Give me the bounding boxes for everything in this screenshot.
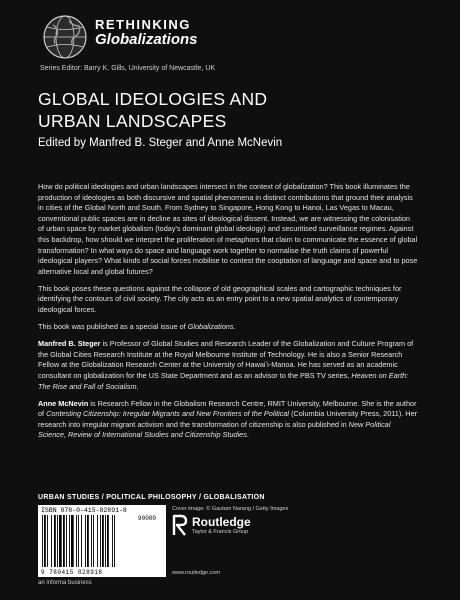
- cover-image-credit: Cover image: © Gautam Narang / Getty Images: [172, 506, 289, 512]
- bio-mcnevin-name: Anne McNevin: [38, 398, 89, 408]
- bio-steger-text: is Professor of Global Studies and Research Leader of the Globalization and Culture Program of the Global Cities Research Institute at the Royal Melbourne Institute of Technology. He is also a Senior Research Fellow at the Globalization Research Center at the University of Hawaiʻi-Manoa. He has served as an academic consultant on globalization for the US State Department and as an advisor to the PBS TV series,: [38, 339, 414, 380]
- book-editors: Edited by Manfred B. Steger and Anne McNevin: [38, 137, 283, 149]
- series-title-line1: RETHINKING: [95, 17, 191, 32]
- barcode-icon: [42, 515, 136, 567]
- publisher-name: Routledge: [192, 515, 251, 529]
- blurb-paragraph-1: How do political ideologies and urban landscapes intersect in the context of globalization? This book illuminates the production of ideologies as both discursive and spatial phenomena in distinct contributions that ground their analysis in cities of the Global North and South. From Sydney to Singapore, Hong Kong to Hanoi, Las Vegas to Macau, conventional public spaces are in decline as sites of ideological dissent. Instead, we are witnessing the colonisation of urban space by market globalism (today's dominant global ideology) and securitised surveillance regimes. Against this backdrop, how should we interpret the proliferation of metaphors that claim to communicate the essence of global transformation? In what ways do space and language work together to normalise the truth claims of powerful ideological players? What kinds of social forces mobilise to contest the cooptation of language and space and to pose alternative local and global futures?: [38, 182, 418, 276]
- publisher-website: www.routledge.com: [172, 570, 220, 576]
- barcode-box: [38, 505, 166, 577]
- book-title-line1: GLOBAL IDEOLOGIES AND: [38, 89, 268, 109]
- series-title: [95, 18, 198, 49]
- bio-steger-end: .: [136, 381, 139, 391]
- globe-icon: [40, 12, 90, 62]
- blurb-paragraph-2: This book poses these questions against the collapse of old geographical scales and cartographic techniques for identifying the contours of civil society. The city acts as an entry point to a new spatial analytics of contemporary ideological forces.: [38, 283, 402, 315]
- series-title-line2: Globalizations: [95, 31, 198, 49]
- isbn-text: ISBN 978-0-415-82891-8: [41, 507, 127, 514]
- bio-mcnevin-text1: is Research Fellow in the Globalism Research Centre, RMIT University, Melbourne. She is the author of: [38, 398, 417, 419]
- series-logo: [40, 12, 250, 64]
- price-code: 90000: [138, 515, 157, 522]
- bio-steger: [38, 339, 418, 392]
- ean-number: 9 780415 828918: [41, 569, 103, 576]
- bio-mcnevin-text2: (Columbia University Press, 2011). Her research into irregular migrant activism and the transformation of citizenship is also published in: [38, 409, 418, 429]
- special-issue-end: .: [233, 322, 236, 332]
- special-issue-text: This book was published as a special issue of: [38, 322, 188, 332]
- bio-mcnevin-journals: New Political Science, Review of International Studies and Citizenship Studies: [38, 419, 391, 440]
- journal-name: Globalizations: [187, 322, 234, 332]
- blurb-paragraph-3: [38, 322, 418, 333]
- blurb: [38, 182, 418, 448]
- bio-steger-name: Manfred B. Steger: [38, 339, 101, 349]
- publisher-logo: [172, 514, 292, 544]
- bio-steger-series: Heaven on Earth: The Rise and Fall of Socialism: [38, 371, 409, 391]
- informa-tagline: an informa business: [38, 580, 92, 586]
- book-title: [38, 88, 418, 132]
- bio-mcnevin-book: Contesting Citizenship: Irregular Migrants and New Frontiers of the Political: [46, 409, 290, 419]
- routledge-r-icon: [172, 514, 188, 536]
- bio-mcnevin: [38, 399, 418, 441]
- series-editor: Series Editor: Barry K. Gills, University of Newcastle, UK: [40, 65, 216, 72]
- bio-mcnevin-end: .: [246, 430, 249, 440]
- book-title-line2: URBAN LANDSCAPES: [38, 111, 227, 131]
- publisher-group: Taylor & Francis Group: [192, 529, 249, 535]
- subject-category: URBAN STUDIES / POLITICAL PHILOSOPHY / GLOBALISATION: [38, 494, 265, 501]
